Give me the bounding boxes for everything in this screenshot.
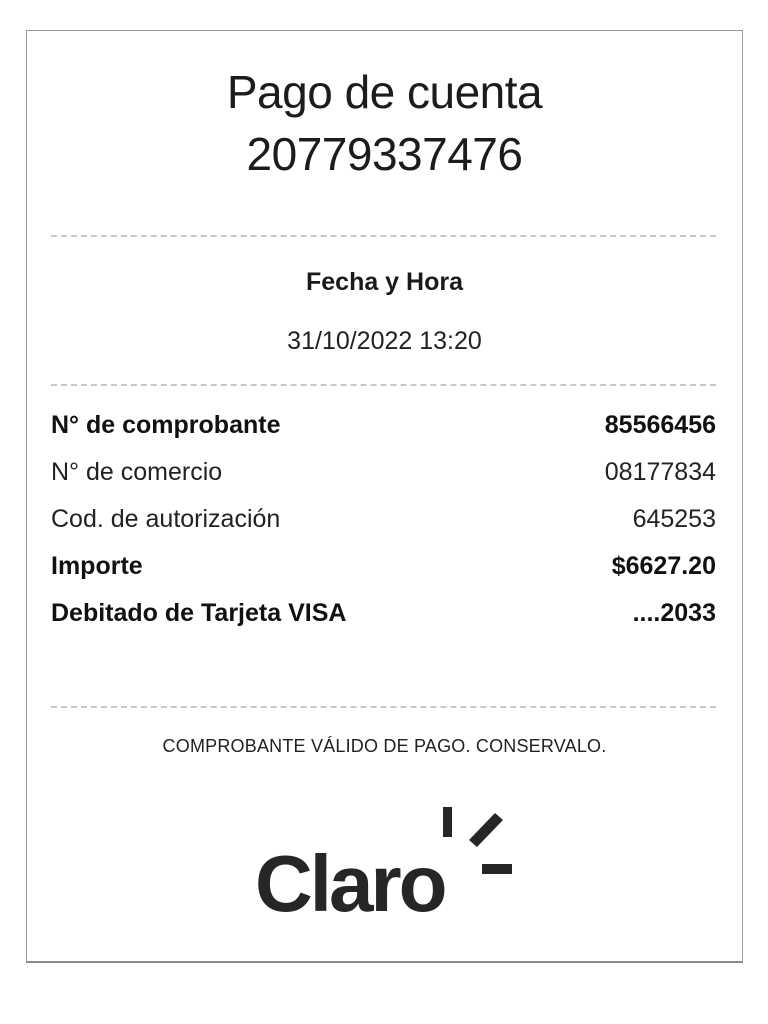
amount-label: Importe <box>51 552 143 580</box>
authorization-code-label: Cod. de autorización <box>51 505 281 533</box>
account-number: 20779337476 <box>246 128 523 180</box>
claro-logo-icon <box>255 801 515 921</box>
payment-receipt <box>26 30 743 963</box>
logo-ray-horizontal <box>482 864 512 874</box>
authorization-code-value: 645253 <box>632 505 716 533</box>
card-row <box>51 599 716 646</box>
divider <box>51 384 716 386</box>
datetime-label: Fecha y Hora <box>305 268 463 296</box>
datetime-value: 31/10/2022 13:20 <box>287 327 482 355</box>
authorization-code-row <box>51 505 716 552</box>
merchant-number-label: N° de comercio <box>51 458 223 486</box>
receipt-details <box>51 411 716 646</box>
claro-wordmark: Claro <box>255 839 445 921</box>
card-label: Debitado de Tarjeta VISA <box>51 599 347 627</box>
divider <box>51 235 716 237</box>
receipt-number-row <box>51 411 716 458</box>
amount-value: $6627.20 <box>611 552 716 580</box>
page-title: Pago de cuenta <box>226 66 543 118</box>
divider <box>51 706 716 708</box>
receipt-number-label: N° de comprobante <box>51 411 281 439</box>
logo-ray-diagonal <box>469 813 503 847</box>
card-value: ....2033 <box>632 599 716 627</box>
receipt-notice: COMPROBANTE VÁLIDO DE PAGO. CONSERVALO. <box>162 736 607 756</box>
amount-row <box>51 552 716 599</box>
merchant-number-row <box>51 458 716 505</box>
merchant-number-value: 08177834 <box>604 458 716 486</box>
receipt-number-value: 85566456 <box>604 411 716 439</box>
receipt-header <box>27 61 742 185</box>
logo-ray-vertical <box>443 807 452 837</box>
